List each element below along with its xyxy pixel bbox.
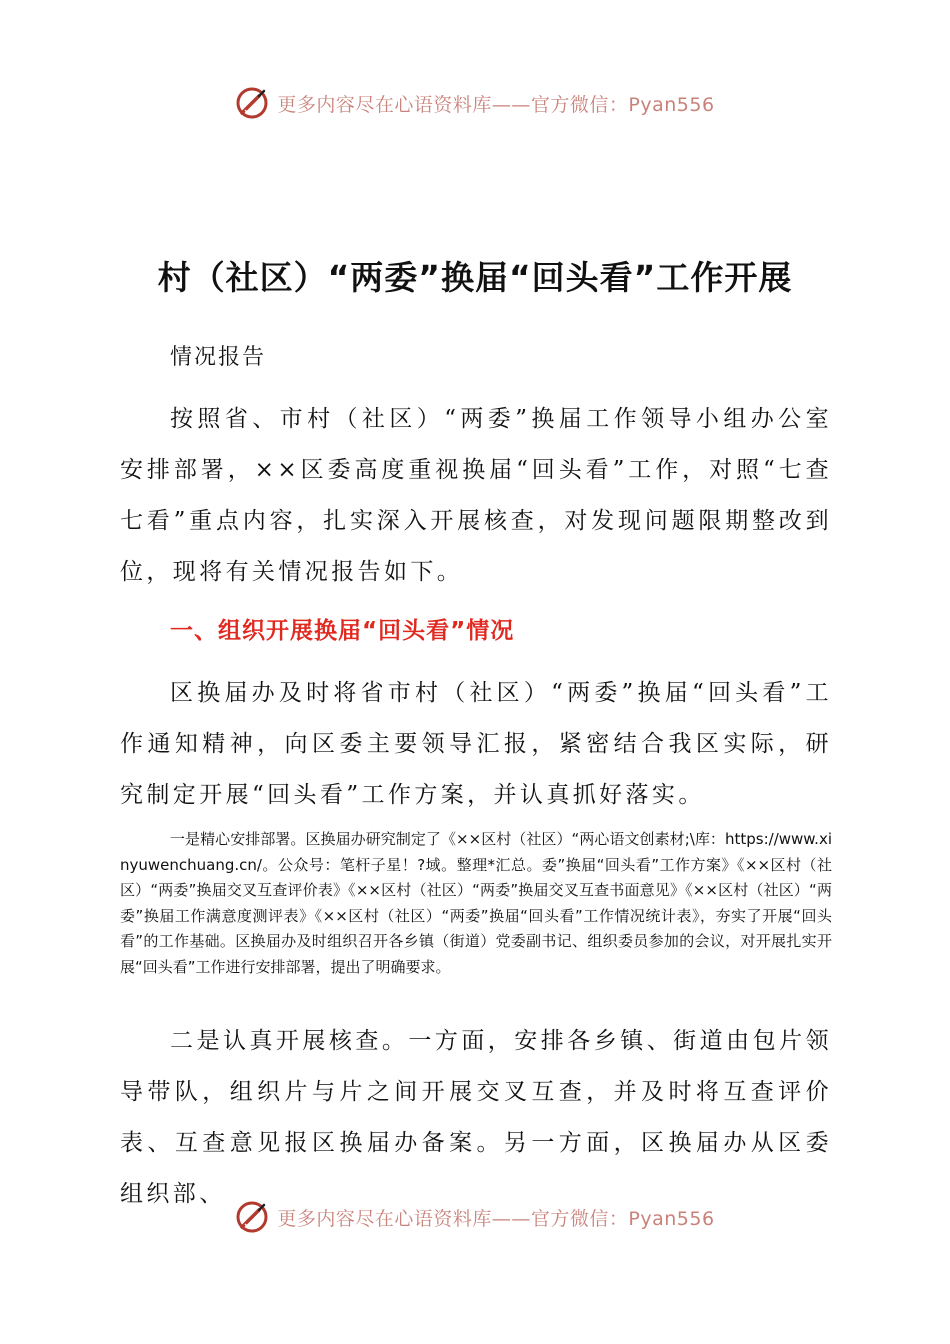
pen-logo-icon [235,86,269,120]
pen-logo-icon [235,1200,269,1234]
section1-paragraph-1: 区换届办及时将省市村（社区）“两委”换届“回头看”工作通知精神，向区委主要领导汇报，紧密结合我区实际，研究制定开展“回头看”工作方案，并认真抓好落实。 [120,680,832,808]
intro-paragraph: 按照省、市村（社区）“两委”换届工作领导小组办公室安排部署，××区委高度重视换届“回头看”工作，对照“七查七看”重点内容，扎实深入开展核查，对发现问题限期整改到位，现将有关情况报告如下。 [120,406,832,585]
wechat-id: Pyan556 [628,93,715,116]
header-watermark-banner [0,83,950,123]
wechat-id: Pyan556 [628,1207,715,1230]
watermark-text: 更多内容尽在心语资料库——官方微信：Pyan556 [277,1207,715,1230]
section-heading-1: 一、组织开展换届“回头看”情况 [170,618,515,644]
watermark-text: 更多内容尽在心语资料库——官方微信：Pyan556 [277,93,715,116]
section1-point-1: 一是精心安排部署。区换届办研究制定了《××区村（社区）“两心语文创素材;\库：https://www.xinyuwenchuang.cn/。公众号：笔杆子星！?域。整理*汇总。委”换届“回头看”工作方案》《××区村（社区）“两委”换届交叉互查评价表》《××区村（社区）“两委”换届交叉互查书面意见》《××区村（社区）“两委”换届工作满意度测评表》《××区村（社区）“两委”换届“回头看”工作情况统计表》，夯实了开展“回头看”的工作基础。区换届办及时组织召开各乡镇（街道）党委副书记、组织委员参加的会议，对开展扎实开展“回头看”工作进行安排部署，提出了明确要求。 [120,830,832,976]
document-title: 村（社区）“两委”换届“回头看”工作开展 [157,258,793,297]
footer-watermark-banner [0,1197,950,1237]
section1-point-2: 二是认真开展核查。一方面，安排各乡镇、街道由包片领导带队，组织片与片之间开展交叉互查，并及时将互查评价表、互查意见报区换届办备案。另一方面，区换届办从区委组织部、 [120,1028,832,1207]
document-subtitle: 情况报告 [170,345,267,370]
